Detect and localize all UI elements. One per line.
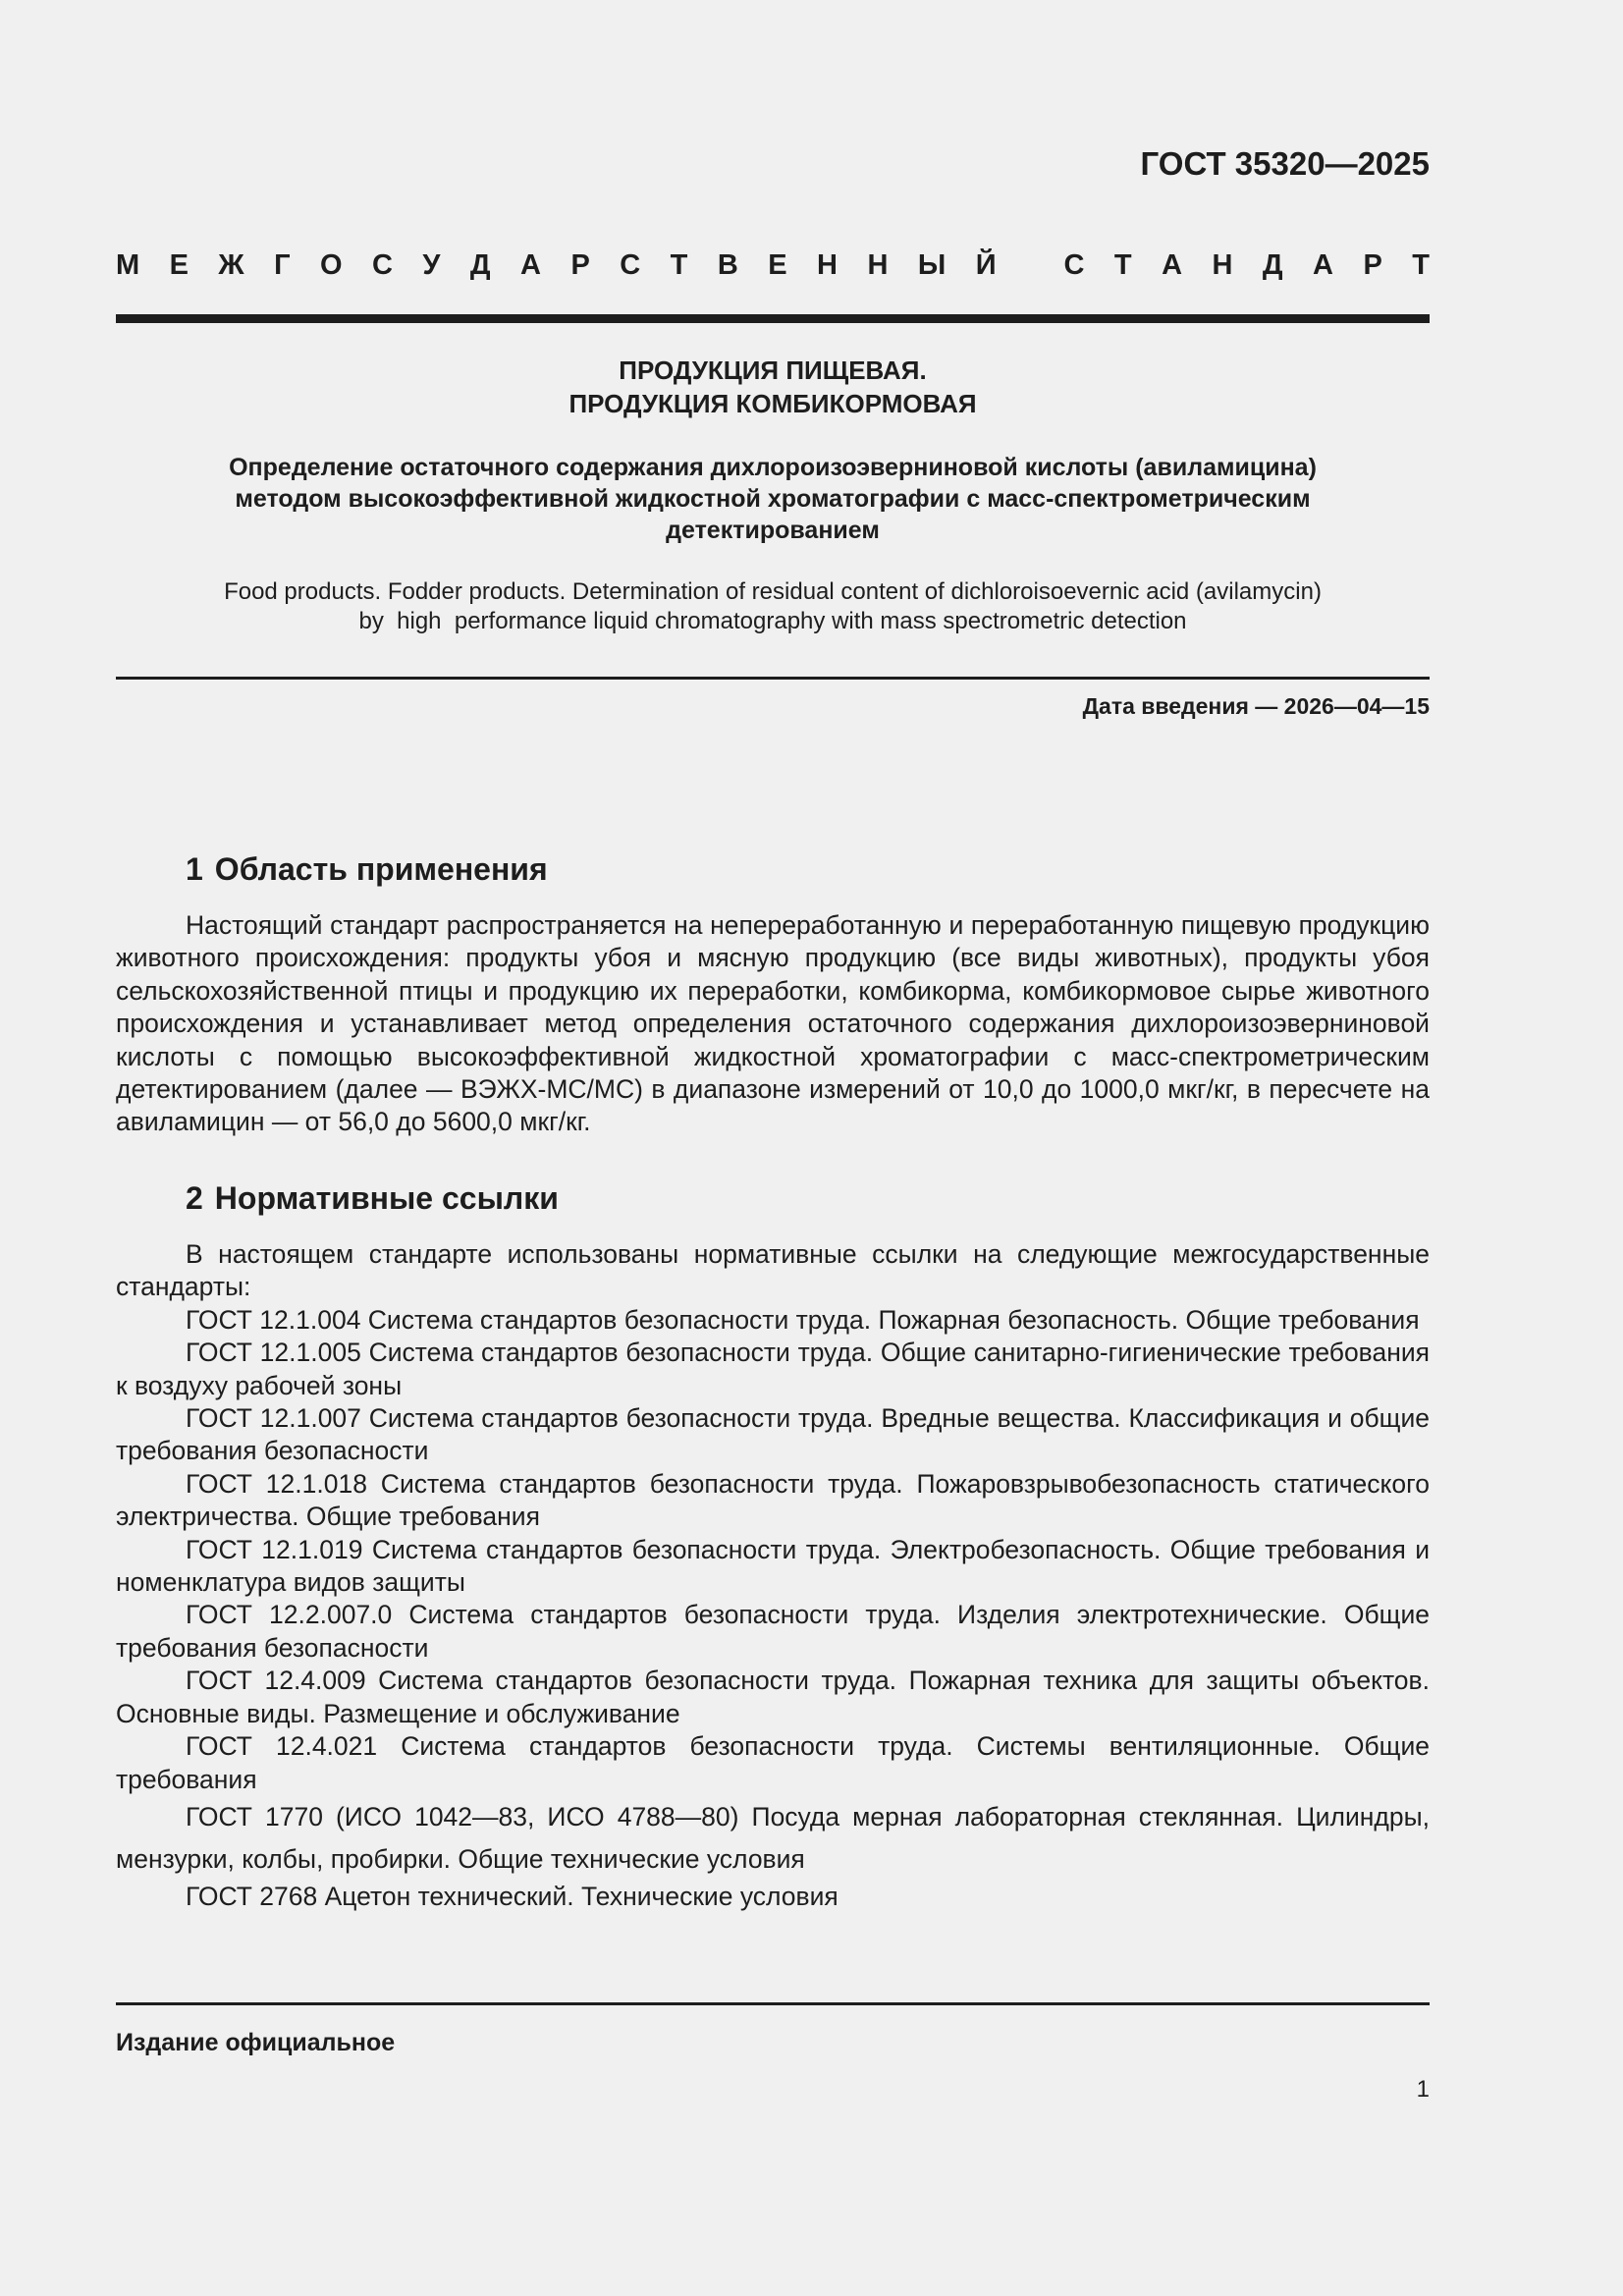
reference-item: ГОСТ 12.2.007.0 Система стандартов безопасности труда. Изделия электротехнические. Общие требования безопасности [116, 1600, 1430, 1663]
banner-letter: А [520, 249, 541, 281]
banner-letter: Д [469, 249, 491, 281]
banner-letter: Е [768, 249, 787, 281]
banner-letter: Н [817, 249, 838, 281]
english-title [116, 577, 1430, 636]
letter-space [1026, 249, 1034, 282]
banner-letter: У [422, 249, 441, 281]
subtitle-line-2: методом высокоэффективной жидкостной хроматографии с масс-спектрометрическим [235, 485, 1311, 513]
section-2-title: Нормативные ссылки [214, 1180, 559, 1216]
document-subtitle [116, 452, 1430, 546]
title-divider [116, 677, 1430, 680]
introduction-date: Дата введения — 2026—04—15 [1082, 693, 1430, 719]
standard-code: ГОСТ 35320—2025 [1140, 145, 1430, 182]
banner-letter: А [1162, 249, 1183, 281]
subtitle-line-1: Определение остаточного содержания дихлороизоэверниновой кислоты (авиламицина) [229, 454, 1317, 481]
banner-letter: С [1063, 249, 1085, 281]
section-2-heading [186, 1180, 559, 1217]
reference-item: ГОСТ 12.1.007 Система стандартов безопасности труда. Вредные вещества. Классификация и общие требования безопасности [116, 1403, 1430, 1466]
banner-letter: Е [169, 249, 189, 281]
reference-item: ГОСТ 12.1.005 Система стандартов безопасности труда. Общие санитарно-гигиенические требования к воздуху рабочей зоны [116, 1338, 1430, 1400]
banner-letter: Г [274, 249, 291, 281]
banner-letter: С [620, 249, 641, 281]
english-title-line-1: Food products. Fodder products. Determination of residual content of dichloroisoevernic acid (avilamycin) [224, 578, 1322, 605]
references-intro: В настоящем стандарте использованы нормативные ссылки на следующие межгосударственные стандарты: [116, 1239, 1430, 1302]
footer-divider [116, 2002, 1430, 2005]
standard-type [116, 249, 1430, 282]
section-1-body [116, 909, 1430, 1139]
banner-letter: Т [670, 249, 688, 281]
banner-letter: В [717, 249, 738, 281]
section-1-title: Область применения [214, 851, 548, 887]
banner-letter: Т [1113, 249, 1132, 281]
page-number: 1 [1416, 2076, 1430, 2103]
title-line-1: ПРОДУКЦИЯ ПИЩЕВАЯ. [619, 355, 927, 385]
banner-letter: Р [570, 249, 590, 281]
reference-item: ГОСТ 1770 (ИСО 1042—83, ИСО 4788—80) Посуда мерная лабораторная стеклянная. Цилиндры, мензурки, колбы, пробирки. Общие технические условия [116, 1801, 1430, 1874]
section-1-paragraph: Настоящий стандарт распространяется на непереработанную и переработанную пищевую продукцию животного происхождения: продукты убоя и мясную продукцию (все виды животных), продукты убоя сельскохозяйственной птицы и продукцию их переработки, комбикорма, комбикормовое сырье животного происхождения и устанавливает метод определения остаточного содержания дихлороизоэверниновой кислоты с помощью высокоэффективной жидкостной хроматографии с масс-спектрометрическим детектированием (далее — ВЭЖХ-МС/МС) в диапазоне измерений от 10,0 до 1000,0 мкг/кг, в пересчете на авиламицин — от 56,0 до 5600,0 мкг/кг. [116, 910, 1430, 1137]
banner-letter: Й [975, 249, 997, 281]
banner-letter: Р [1363, 249, 1382, 281]
banner-letter: С [372, 249, 393, 281]
banner-letter: Н [867, 249, 889, 281]
banner-letter: Ы [917, 249, 947, 281]
subtitle-line-3: детектированием [666, 517, 880, 544]
section-2-number: 2 [186, 1180, 203, 1216]
document-title [116, 354, 1430, 420]
banner-letter: Ж [218, 249, 244, 281]
banner-letter: Т [1412, 249, 1430, 281]
official-edition-label: Издание официальное [116, 2029, 396, 2056]
banner-letter: Н [1212, 249, 1233, 281]
title-line-2: ПРОДУКЦИЯ КОМБИКОРМОВАЯ [568, 389, 977, 418]
section-1-number: 1 [186, 851, 203, 887]
reference-item: ГОСТ 12.1.018 Система стандартов безопасности труда. Пожаровзрывобезопасность статического электричества. Общие требования [116, 1468, 1430, 1532]
banner-letter: А [1313, 249, 1333, 281]
section-1-heading [186, 851, 548, 888]
banner-letter: М [116, 249, 140, 281]
banner-letter: Д [1262, 249, 1283, 281]
english-title-line-2: by high performance liquid chromatography with mass spectrometric detection [358, 608, 1187, 634]
normative-references [116, 1238, 1430, 1913]
reference-item: ГОСТ 12.4.021 Система стандартов безопасности труда. Системы вентиляционные. Общие требования [116, 1731, 1430, 1794]
reference-item: ГОСТ 2768 Ацетон технический. Технические условия [186, 1881, 839, 1911]
reference-item: ГОСТ 12.1.004 Система стандартов безопасности труда. Пожарная безопасность. Общие требования [186, 1304, 1420, 1335]
reference-item: ГОСТ 12.1.019 Система стандартов безопасности труда. Электробезопасность. Общие требования и номенклатура видов защиты [116, 1534, 1430, 1598]
reference-item: ГОСТ 12.4.009 Система стандартов безопасности труда. Пожарная техника для защиты объектов. Основные виды. Размещение и обслуживание [116, 1666, 1430, 1728]
header-divider [116, 314, 1430, 323]
banner-letter: О [320, 249, 343, 281]
